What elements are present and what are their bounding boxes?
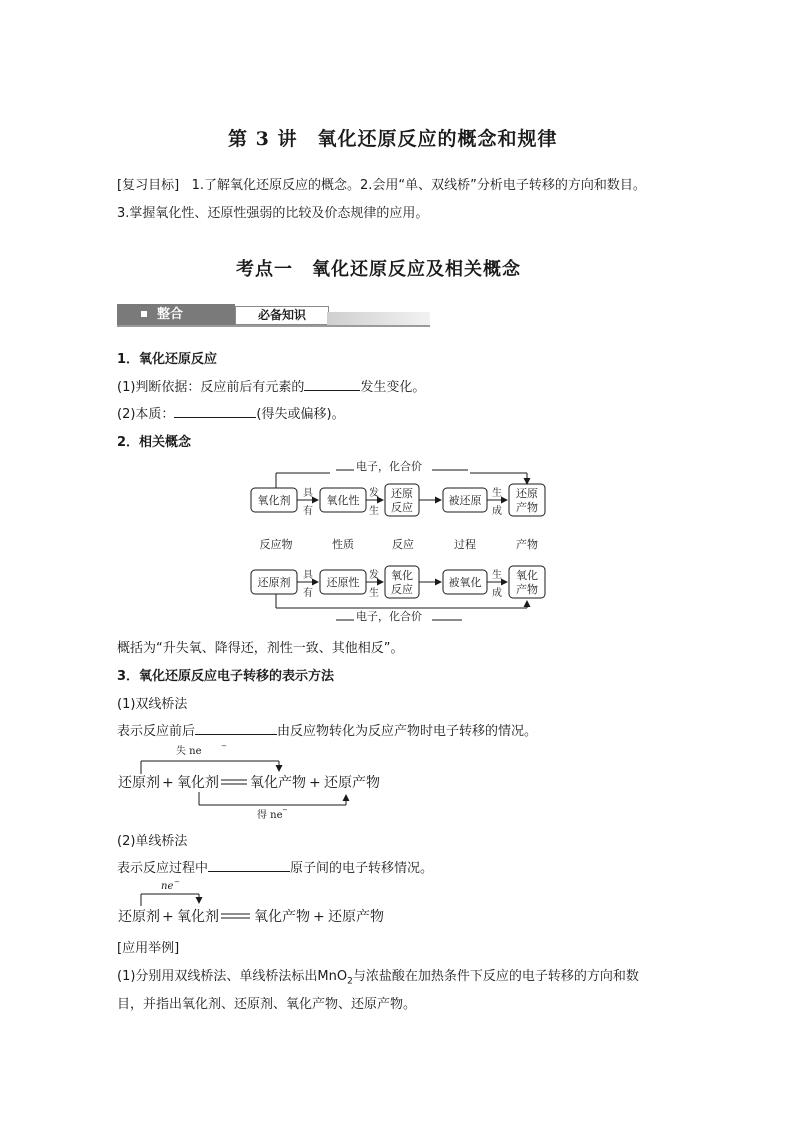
item1-essence (117, 403, 345, 422)
q1-pre: (1)分别用双线桥法、单线桥法标出 (117, 969, 318, 984)
double-gain-label: 得 ne (257, 810, 283, 821)
text-oxidizing: 氧化性 (326, 494, 360, 507)
essence-pre: (2)本质： (117, 407, 175, 422)
eq2-reduction-product: 还原产物 (328, 909, 384, 925)
banner-underline (117, 325, 430, 327)
banner-sub: 必备知识 (235, 306, 329, 325)
conn-top-cheng: 成 (492, 506, 502, 517)
conn-top-sheng: 生 (369, 506, 379, 517)
q1-post: 与浓盐酸在加热条件下反应的电子转移的方向和数 (352, 969, 639, 984)
double-bridge-desc (117, 720, 537, 739)
review-goals-text1: 1.了解氧化还原反应的概念。2.会用“单、双线桥”分析电子转移的方向和数目。 (191, 178, 646, 193)
conn-bot-sheng2: 生 (492, 570, 502, 581)
eq2-oxidation-product: 氧化产物 (254, 909, 310, 925)
text-oxidation-2: 反应 (391, 583, 413, 596)
text-ox-product-1: 氧化 (516, 569, 538, 582)
mid-reactant: 反应物 (259, 538, 293, 551)
eq-plus-2: + (309, 775, 321, 791)
single-charge: − (174, 878, 180, 886)
eq-reduction-product: 还原产物 (324, 775, 380, 791)
essence-post: (得失或偏移)。 (256, 407, 345, 422)
single-desc-post: 原子间的电子转移情况。 (290, 861, 434, 876)
conn-top-fa: 发 (369, 488, 379, 499)
basis-blank (304, 377, 360, 391)
q1-formula: MnO (317, 969, 348, 984)
mid-property: 性质 (332, 538, 354, 551)
item3-heading: 3．氧化还原反应电子转移的表示方法 (117, 669, 335, 684)
text-reductant: 还原剂 (257, 576, 291, 589)
review-goals-label: [复习目标] (117, 178, 180, 193)
item1-basis (117, 376, 425, 395)
bottom-label: 电子，化合价 (356, 610, 422, 623)
single-desc-pre: 表示反应过程中 (117, 861, 209, 876)
section-title: 考点一 氧化还原反应及相关概念 (236, 259, 521, 280)
application-q1-line1 (117, 965, 639, 987)
square-icon (141, 311, 147, 317)
double-desc-post: 由反应物转化为反应产物时电子转移的情况。 (277, 724, 538, 739)
page-title: 第 3 讲 氧化还原反应的概念和规律 (228, 128, 558, 150)
top-label: 电子，化合价 (356, 460, 422, 473)
concept-diagram (240, 452, 560, 630)
text-oxidized: 被氧化 (448, 576, 482, 589)
conn-bot-you: 有 (303, 588, 313, 599)
item2-summary: 概括为“升失氧、降得还，剂性一致、其他相反”。 (117, 641, 404, 656)
basis-pre: (1)判断依据：反应前后有元素的 (117, 380, 305, 395)
text-oxidant: 氧化剂 (257, 494, 291, 507)
section-banner (117, 304, 430, 326)
mid-process: 过程 (454, 538, 476, 551)
review-goals-line1 (117, 174, 646, 193)
double-desc-blank (195, 721, 277, 735)
application-q1-line2: 目，并指出氧化剂、还原剂、氧化产物、还原产物。 (117, 997, 417, 1012)
banner-main-text: 整合 (157, 307, 184, 322)
eq-plus-1: + (162, 775, 174, 791)
text-reduced: 被还原 (448, 494, 482, 507)
text-reduction-2: 反应 (391, 501, 413, 514)
single-bridge-diagram (112, 875, 412, 925)
eq-oxidant: 氧化剂 (177, 775, 219, 791)
double-lose-charge: − (221, 742, 227, 750)
item1-heading: 1．氧化还原反应 (117, 352, 218, 367)
double-bridge-title: (1)双线桥法 (117, 697, 188, 712)
basis-post: 发生变化。 (360, 380, 426, 395)
conn-top-ju: 具 (303, 488, 313, 499)
text-ox-product-2: 产物 (516, 583, 538, 596)
text-red-product-2: 产物 (516, 501, 538, 514)
single-desc-blank (208, 858, 290, 872)
essence-blank (174, 404, 256, 418)
single-label: ne (161, 881, 174, 892)
conn-bot-cheng: 成 (492, 588, 502, 599)
conn-top-sheng2: 生 (492, 488, 502, 499)
double-bridge-diagram (112, 738, 412, 822)
eq-oxidation-product: 氧化产物 (250, 775, 306, 791)
eq2-plus-1: + (162, 909, 174, 925)
single-bridge-desc (117, 857, 433, 876)
text-red-product-1: 还原 (516, 487, 538, 500)
conn-bot-sheng: 生 (369, 588, 379, 599)
banner-gradient-bar (327, 312, 430, 326)
double-desc-pre: 表示反应前后 (117, 724, 196, 739)
item2-heading: 2．相关概念 (117, 435, 192, 450)
double-gain-charge: − (282, 806, 288, 814)
text-reducing: 还原性 (326, 576, 360, 589)
review-goals-line2: 3.掌握氧化性、还原性强弱的比较及价态规律的应用。 (117, 206, 429, 221)
eq2-oxidant: 氧化剂 (177, 909, 219, 925)
eq2-reductant: 还原剂 (118, 909, 160, 925)
mid-product: 产物 (516, 538, 538, 551)
banner-main (117, 304, 235, 325)
eq-reductant: 还原剂 (118, 775, 160, 791)
conn-bot-ju: 具 (303, 570, 313, 581)
application-label: [应用举例] (117, 941, 180, 956)
double-lose-label: 失 ne (176, 746, 202, 757)
eq2-plus-2: + (313, 909, 325, 925)
text-oxidation-1: 氧化 (391, 569, 413, 582)
q1-sub: 2 (347, 976, 353, 987)
mid-reaction: 反应 (392, 538, 414, 551)
conn-top-you: 有 (303, 506, 313, 517)
text-reduction-1: 还原 (391, 487, 413, 500)
conn-bot-fa: 发 (369, 570, 379, 581)
single-bridge-title: (2)单线桥法 (117, 834, 188, 849)
